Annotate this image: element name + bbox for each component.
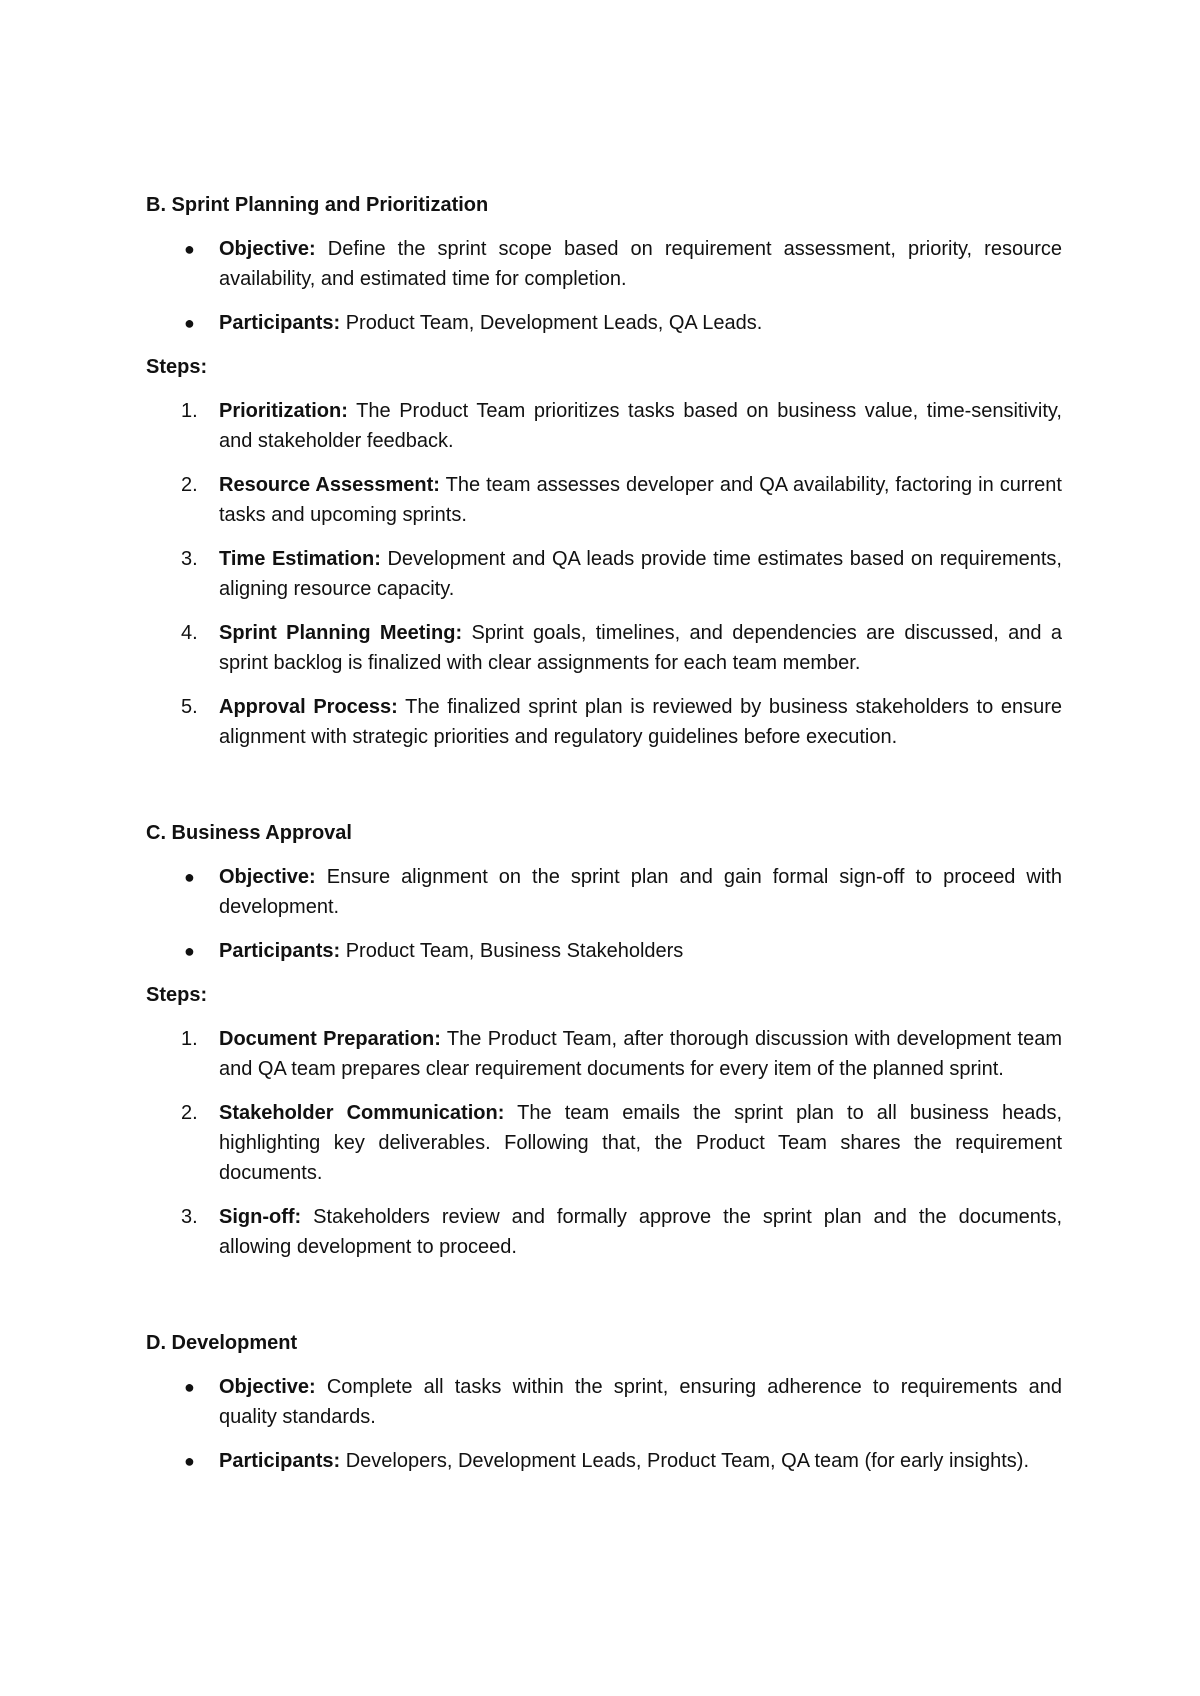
steps-label: Steps: — [146, 984, 208, 1006]
bullet-term: Objective: — [219, 866, 316, 888]
steps-label: Steps: — [146, 356, 208, 378]
bullet-icon: ● — [184, 313, 195, 333]
section-development — [146, 1328, 1062, 1476]
bullet-list — [146, 862, 1062, 966]
step-text: The Product Team, after thorough discussion with development team and QA team prepares clear requirement documents for every item of the planned sprint. — [219, 1028, 1062, 1080]
section-spacer — [146, 1276, 1062, 1328]
bullet-term: Objective: — [219, 238, 316, 260]
step-item — [146, 1098, 1062, 1188]
bullet-item — [146, 936, 1062, 966]
bullet-list — [146, 1372, 1062, 1476]
bullet-term: Participants: — [219, 312, 341, 334]
step-number: 1. — [181, 1028, 198, 1050]
bullet-item — [146, 1446, 1062, 1476]
step-item — [146, 544, 1062, 604]
step-term: Prioritization: — [219, 400, 348, 422]
step-item — [146, 1202, 1062, 1262]
section-business-approval — [146, 818, 1062, 1262]
steps-list — [146, 396, 1062, 752]
step-item — [146, 1024, 1062, 1084]
step-text: Stakeholders review and formally approve the sprint plan and the documents, allowing development to proceed. — [219, 1206, 1062, 1258]
step-text: Development and QA leads provide time estimates based on requirements, aligning resource capacity. — [219, 548, 1062, 600]
bullet-item — [146, 308, 1062, 338]
step-number: 1. — [181, 400, 198, 422]
section-heading: C. Business Approval — [146, 822, 352, 844]
section-sprint-planning — [146, 190, 1062, 752]
step-number: 2. — [181, 1102, 198, 1124]
bullet-text: Developers, Development Leads, Product Team, QA team (for early insights). — [340, 1450, 1029, 1472]
bullet-text: Complete all tasks within the sprint, ensuring adherence to requirements and quality standards. — [219, 1376, 1062, 1428]
bullet-text: Product Team, Business Stakeholders — [340, 940, 684, 962]
step-term: Time Estimation: — [219, 548, 381, 570]
bullet-icon: ● — [184, 1451, 195, 1471]
step-term: Resource Assessment: — [219, 474, 440, 496]
bullet-text: Ensure alignment on the sprint plan and gain formal sign-off to proceed with development. — [219, 866, 1062, 918]
section-heading: B. Sprint Planning and Prioritization — [146, 194, 489, 216]
bullet-term: Objective: — [219, 1376, 316, 1398]
step-text: Sprint goals, timelines, and dependencies are discussed, and a sprint backlog is finalized with clear assignments for each team member. — [219, 622, 1062, 674]
step-number: 3. — [181, 1206, 198, 1228]
step-number: 3. — [181, 548, 198, 570]
bullet-list — [146, 234, 1062, 338]
step-text: The Product Team prioritizes tasks based on business value, time-sensitivity, and stakeholder feedback. — [219, 400, 1062, 452]
bullet-term: Participants: — [219, 940, 341, 962]
step-text: The team emails the sprint plan to all business heads, highlighting key deliverables. Following that, the Product Team shares the requirement documents. — [219, 1102, 1063, 1184]
step-number: 2. — [181, 474, 198, 496]
bullet-item — [146, 862, 1062, 922]
bullet-icon: ● — [184, 941, 195, 961]
bullet-item — [146, 234, 1062, 294]
step-item — [146, 470, 1062, 530]
step-term: Document Preparation: — [219, 1028, 441, 1050]
section-heading: D. Development — [146, 1332, 298, 1354]
bullet-item — [146, 1372, 1062, 1432]
step-term: Approval Process: — [219, 696, 398, 718]
bullet-text: Define the sprint scope based on requirement assessment, priority, resource availability, and estimated time for completion. — [219, 238, 1062, 290]
step-number: 4. — [181, 622, 198, 644]
bullet-term: Participants: — [219, 1450, 341, 1472]
bullet-text: Product Team, Development Leads, QA Leads. — [340, 312, 763, 334]
step-item — [146, 396, 1062, 456]
step-number: 5. — [181, 696, 198, 718]
step-text: The finalized sprint plan is reviewed by business stakeholders to ensure alignment with strategic priorities and regulatory guidelines before execution. — [219, 696, 1062, 748]
step-term: Sign-off: — [219, 1206, 302, 1228]
step-item — [146, 692, 1062, 752]
steps-list — [146, 1024, 1062, 1262]
step-item — [146, 618, 1062, 678]
document-body — [146, 190, 1062, 1490]
step-term: Sprint Planning Meeting: — [219, 622, 463, 644]
step-text: The team assesses developer and QA availability, factoring in current tasks and upcoming sprints. — [219, 474, 1062, 526]
section-spacer — [146, 766, 1062, 818]
step-term: Stakeholder Communication: — [219, 1102, 505, 1124]
bullet-icon: ● — [184, 867, 195, 887]
bullet-icon: ● — [184, 239, 195, 259]
bullet-icon: ● — [184, 1377, 195, 1397]
